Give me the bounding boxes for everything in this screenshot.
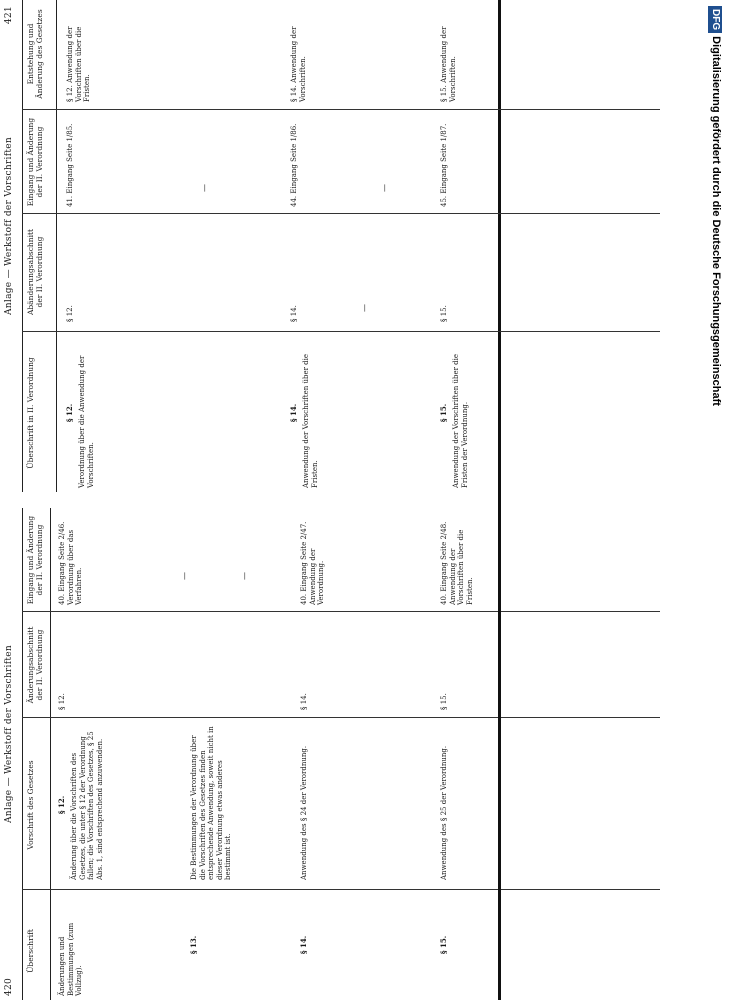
left-row-3-heading: § 14. (299, 935, 308, 955)
right-col-divider-1 (22, 331, 660, 332)
right-row-2-heading: Anwendung der Vorschriften über die Fristen. (302, 353, 319, 488)
left-page-number: 420 (4, 977, 14, 996)
left-row-1-section: § 12. (57, 795, 66, 815)
left-col-divider-1 (22, 889, 660, 890)
left-col-divider-2 (22, 717, 660, 718)
right-row-2-section: § 14. (289, 403, 298, 423)
left-row-4-change: § 15. (440, 693, 448, 710)
right-dash-2: — (200, 184, 209, 192)
left-row-1-entry: 40. Eingang Seite 2/46. Verordnung über das Verfahren. (58, 521, 83, 605)
right-row-2-origin: § 14. Anwendung der Vorschriften. (290, 26, 307, 102)
right-dash-3: — (380, 184, 389, 192)
right-running-header (4, 0, 20, 492)
right-row-3-origin: § 15. Anwendung der Vorschriften. (440, 26, 457, 102)
right-page-number: 421 (4, 6, 14, 25)
left-row-1-heading: Änderungen und Bestimmungen (zum Vollzug). (58, 922, 83, 996)
left-col-text: Vorschrift des Gesetzes (26, 760, 35, 850)
left-row-2-text: Die Bestimmungen der Verordnung über die Vorschriften des Gesetzes finden entsprechende Anwendung, soweit nicht in dieser Verordnung etwas anderes bestimmt ist. (190, 726, 232, 880)
left-top-rule (22, 508, 23, 1000)
right-row-3-change: § 15. (440, 305, 448, 322)
left-row-2-heading: § 13. (189, 935, 198, 955)
right-row-1-change: § 12. (66, 305, 74, 322)
right-row-3-heading: Anwendung der Vorschriften über die Fristen der Verordnung. (452, 353, 469, 488)
right-page (0, 0, 700, 492)
right-row-1-origin: § 12. Anwendung der Vorschriften über die Fristen. (66, 26, 91, 102)
left-row-4-entry: 40. Eingang Seite 2/48. Anwendung der Vorschriften über die Fristen. (440, 521, 474, 605)
left-dash-1: — (180, 572, 189, 580)
right-top-rule (22, 0, 23, 492)
right-row-1-section: § 12. (65, 403, 74, 423)
left-row-4-heading: § 15. (439, 935, 448, 955)
left-col-heading: Überschrift (26, 929, 35, 973)
right-row-3-entry: 45. Eingang Seite 1/87. (440, 123, 448, 207)
right-head-rule (56, 0, 57, 492)
right-col-heading: Überschrift in II. Verordnung (26, 357, 35, 469)
dfg-watermark-text: Digitalisierung gefördert durch die Deutsche Forschungsgemeinschaft (710, 36, 722, 406)
left-dash-2: — (240, 572, 249, 580)
left-row-3-entry: 40. Eingang Seite 2/47. Anwendung der Verordnung. (300, 521, 325, 605)
left-col-entry: Eingang und Änderung der II. Verordnung (26, 515, 44, 605)
right-col-divider-3 (22, 109, 660, 110)
left-col-change: Änderungsabschnitt der II. Verordnung (26, 626, 44, 704)
left-row-3-text: Anwendung des § 24 der Verordnung. (300, 745, 308, 880)
dfg-logo: DFG (708, 6, 722, 33)
left-row-1-text: Änderung über die Vorschriften des Gesetzes, die unter § 12 der Verordnung fallen; die Vorschriften des Gesetzes, § 25 Abs. 1, sind entsprechend anzuwenden. (70, 731, 104, 880)
left-running-title: Anlage — Werkstoff der Vorschriften (4, 645, 14, 823)
right-row-2-change: § 14. (290, 305, 298, 322)
left-page (0, 508, 700, 1000)
right-running-title: Anlage — Werkstoff der Vorschriften (4, 137, 14, 315)
right-col-divider-2 (22, 213, 660, 214)
left-row-4-text: Anwendung des § 25 der Verordnung. (440, 745, 448, 880)
right-col-entry: Eingang und Änderung der II. Verordnung (26, 117, 44, 207)
right-row-3-section: § 15. (439, 403, 448, 423)
left-col-divider-3 (22, 611, 660, 612)
right-col-origin: Entstehung und Änderung des Gesetzes (26, 9, 44, 99)
right-row-2-entry: 44. Eingang Seite 1/86. (290, 123, 298, 207)
left-head-rule (50, 508, 51, 1000)
right-dash-1: — (360, 304, 369, 312)
left-row-1-change: § 12. (58, 693, 66, 710)
dfg-watermark-text-container (705, 2, 727, 998)
dfg-watermark (705, 2, 727, 998)
left-row-3-change: § 14. (300, 693, 308, 710)
right-row-1-heading: Verordnung über die Anwendung der Vorschriften. (78, 355, 95, 488)
right-row-1-entry: 41. Eingang Seite 1/85. (66, 123, 74, 207)
right-col-change: Abänderungsabschnitt der II. Verordnung (26, 228, 44, 316)
left-running-header (4, 508, 20, 1000)
